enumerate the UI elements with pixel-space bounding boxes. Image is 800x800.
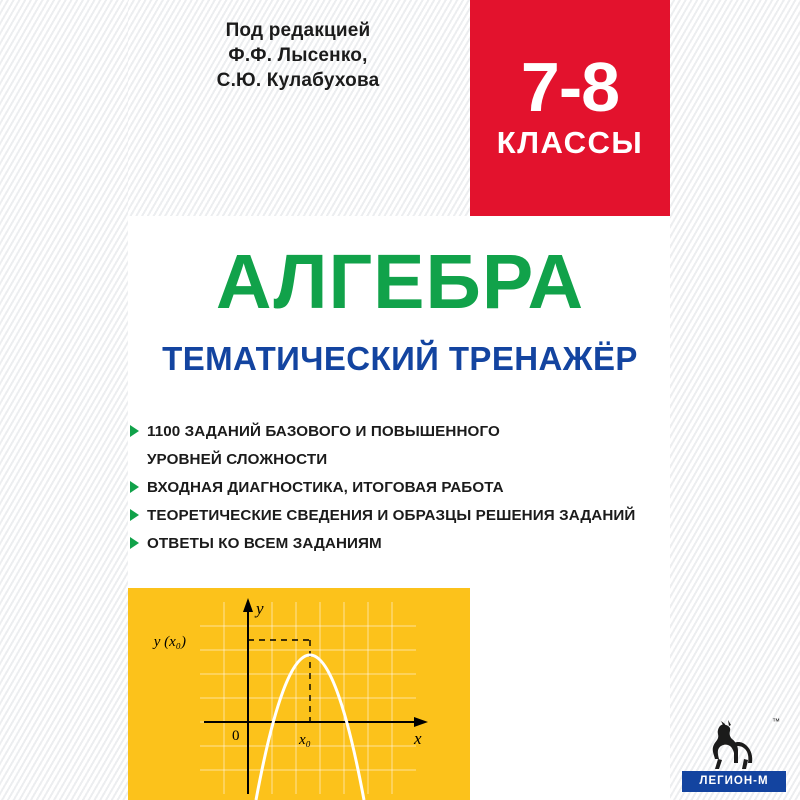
list-item-continuation bbox=[130, 448, 690, 472]
hatch-pattern-left bbox=[0, 0, 128, 800]
horse-logo-svg bbox=[682, 717, 786, 771]
y-value-label: y (x₀) bbox=[153, 634, 186, 650]
list-item bbox=[130, 532, 690, 556]
list-item bbox=[130, 504, 690, 528]
graph-dashed-guides bbox=[248, 640, 310, 722]
x0-label: x₀ bbox=[299, 732, 311, 748]
parabola-figure bbox=[128, 588, 470, 800]
list-item-label: ОТВЕТЫ КО ВСЕМ ЗАДАНИЯМ bbox=[147, 535, 382, 553]
grade-label: КЛАССЫ bbox=[496, 125, 644, 161]
triangle-bullet-icon bbox=[130, 425, 139, 437]
editors-line-2: Ф.Ф. Лысенко, bbox=[228, 45, 368, 67]
graph-grid bbox=[200, 602, 416, 794]
x-axis-arrow bbox=[414, 717, 428, 727]
feature-list bbox=[130, 420, 690, 560]
triangle-bullet-icon bbox=[130, 481, 139, 493]
page-title: АЛГЕБРА bbox=[215, 239, 585, 325]
list-item bbox=[130, 420, 690, 444]
trademark-symbol: ™ bbox=[772, 717, 780, 726]
editors-block bbox=[128, 18, 468, 93]
page-subtitle: ТЕМАТИЧЕСКИЙ ТРЕНАЖЁР bbox=[162, 340, 638, 377]
origin-label: 0 bbox=[232, 728, 240, 744]
x-axis-label: x bbox=[414, 729, 422, 748]
grade-badge bbox=[470, 0, 670, 216]
parabola-graph-svg bbox=[128, 588, 470, 800]
publisher-logo bbox=[682, 717, 786, 792]
list-item-label: 1100 ЗАДАНИЙ БАЗОВОГО И ПОВЫШЕННОГО bbox=[147, 423, 500, 440]
list-item-label: ТЕОРЕТИЧЕСКИЕ СВЕДЕНИЯ И ОБРАЗЦЫ РЕШЕНИЯ ЗАДАНИЙ bbox=[147, 507, 636, 525]
y-axis-label: y bbox=[256, 599, 264, 618]
list-item bbox=[130, 476, 690, 500]
hatch-pattern-right bbox=[670, 0, 800, 800]
triangle-bullet-icon bbox=[130, 509, 139, 521]
editors-line-1: Под редакцией bbox=[225, 20, 371, 41]
list-item-label-2: УРОВНЕЙ СЛОЖНОСТИ bbox=[147, 451, 328, 469]
grade-number: 7-8 bbox=[520, 47, 620, 126]
editors-line-3: С.Ю. Кулабухова bbox=[216, 70, 380, 92]
list-item-label: ВХОДНАЯ ДИАГНОСТИКА, ИТОГОВАЯ РАБОТА bbox=[147, 479, 504, 497]
triangle-bullet-icon bbox=[130, 537, 139, 549]
horse-icon bbox=[682, 717, 786, 771]
y-axis-arrow bbox=[243, 598, 253, 612]
graph-axes bbox=[204, 606, 420, 794]
publisher-name: ЛЕГИОН-М bbox=[682, 771, 786, 792]
